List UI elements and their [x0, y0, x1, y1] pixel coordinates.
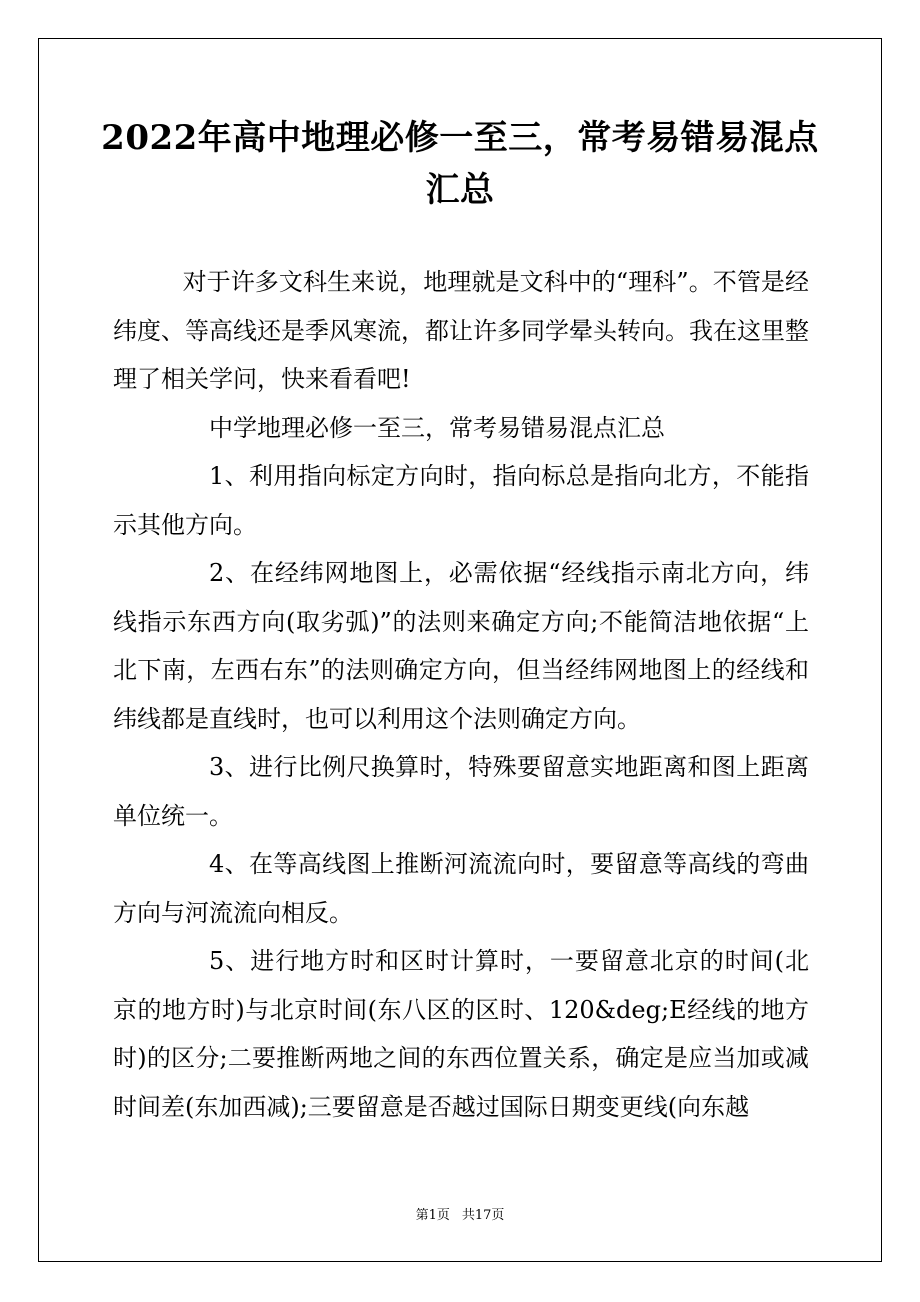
point-4-paragraph: 4、在等高线图上推断河流流向时，要留意等高线的弯曲方向与河流流向相反。: [113, 850, 809, 927]
intro-paragraph: 对于许多文科生来说，地理就是文科中的“理科”。不管是经纬度、等高线还是季风寒流，都让许多同学晕头转向。我在这里整理了相关学问，快来看看吧!: [113, 268, 809, 393]
section-heading: 中学地理必修一至三，常考易错易混点汇总: [209, 413, 665, 442]
point-2-paragraph: 2、在经纬网地图上，必需依据“经线指示南北方向，纬线指示东西方向(取劣弧)”的法则来确定方向;不能简洁地依据“上北下南，左西右东”的法则确定方向，但当经纬网地图上的经线和纬线都是直线时，也可以利用这个法则确定方向。: [113, 559, 809, 733]
point-1-paragraph: 1、利用指向标定方向时，指向标总是指向北方，不能指示其他方向。: [113, 462, 809, 539]
document-body: [113, 258, 809, 1131]
page-number: 第1页: [415, 1208, 450, 1223]
point-5-paragraph: 5、进行地方时和区时计算时，一要留意北京的时间(北京的地方时)与北京时间(东八区的区时、120&deg;E经线的地方时)的区分;二要推断两地之间的东西位置关系，确定是应当加或减时间差(东加西减);三要留意是否越过国际日期变更线(向东越: [113, 947, 809, 1121]
page-footer: [0, 1207, 920, 1225]
page-total: 共17页: [461, 1208, 505, 1223]
document-title: 2022年高中地理必修一至三，常考易错易混点汇总: [101, 118, 819, 210]
point-3-paragraph: 3、进行比例尺换算时，特殊要留意实地距离和图上距离单位统一。: [113, 753, 809, 830]
